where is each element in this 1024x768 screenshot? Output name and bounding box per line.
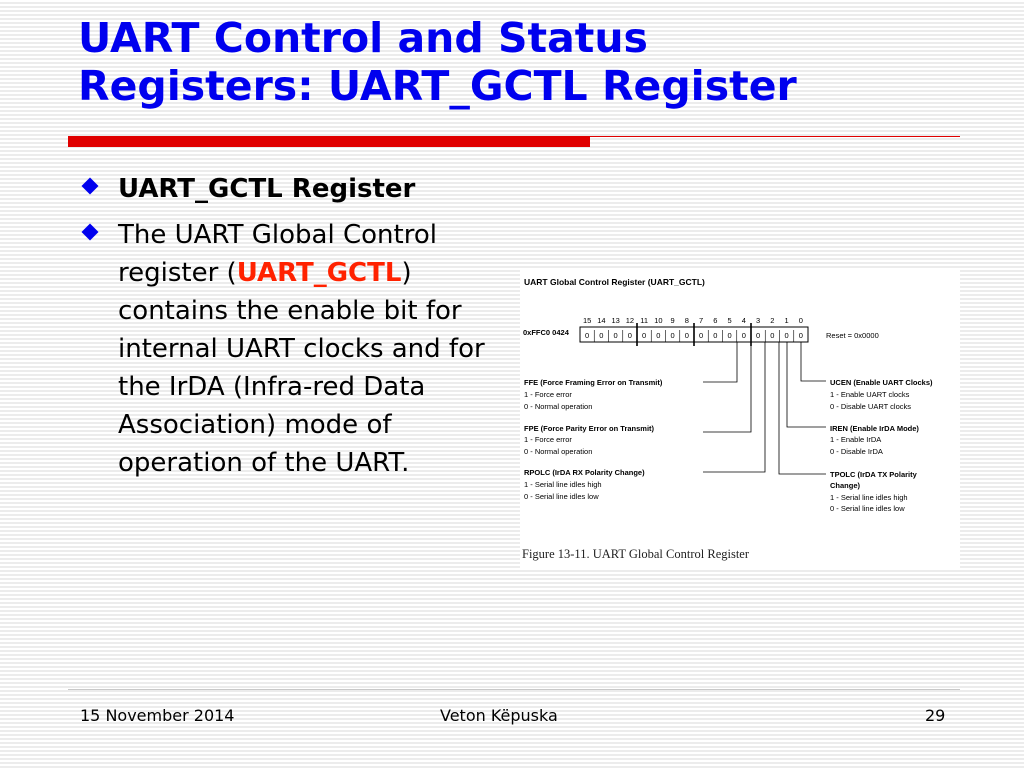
footer-divider <box>68 689 960 690</box>
field-tpolc-opt1: 1 - Serial line idles high <box>830 493 908 502</box>
footer-date: 15 November 2014 <box>80 706 235 725</box>
bit-value: 0 <box>798 331 803 340</box>
field-fpe <box>524 424 655 456</box>
bit-value: 0 <box>627 331 632 340</box>
title-line-2: Registers: UART_GCTL Register <box>78 62 797 110</box>
register-diagram-figure <box>520 268 960 568</box>
bit-number: 5 <box>727 316 732 325</box>
bit-number: 6 <box>713 316 718 325</box>
field-tpolc-opt0: 0 - Serial line idles low <box>830 504 905 513</box>
bit-value: 0 <box>684 331 689 340</box>
bit-value: 0 <box>613 331 618 340</box>
footer-author: Veton Këpuska <box>440 706 558 725</box>
bit-number: 10 <box>654 316 663 325</box>
bit-number: 8 <box>684 316 689 325</box>
field-ucen-name: UCEN (Enable UART Clocks) <box>830 378 933 387</box>
bit-number: 14 <box>597 316 606 325</box>
bullet-text-pre: The UART Global Control register ( <box>118 220 437 288</box>
field-fpe-opt0: 0 - Normal operation <box>524 447 593 456</box>
bullet-heading: UART_GCTL Register <box>118 174 416 204</box>
bit-number: 7 <box>699 316 704 325</box>
field-rpolc-opt0: 0 - Serial line idles low <box>524 492 599 501</box>
bit-value: 0 <box>784 331 789 340</box>
slide-title <box>78 14 978 110</box>
title-line-1: UART Control and Status <box>78 14 648 62</box>
bit-number: 13 <box>611 316 620 325</box>
reset-value: Reset = 0x0000 <box>826 331 879 340</box>
bit-number: 1 <box>784 316 789 325</box>
field-iren-opt0: 0 - Disable IrDA <box>830 447 883 456</box>
bit-value: 0 <box>670 331 675 340</box>
bullet-text-post: ) contains the enable bit for internal UART clocks and for the IrDA (Infra-red Data Association) mode of operation of the UART. <box>118 258 485 478</box>
field-ffe-opt0: 0 - Normal operation <box>524 402 593 411</box>
field-iren-name: IREN (Enable IrDA Mode) <box>830 424 919 433</box>
field-rpolc <box>524 468 645 501</box>
bit-number: 9 <box>670 316 675 325</box>
bit-value: 0 <box>599 331 604 340</box>
field-tpolc-name: TPOLC (IrDA TX Polarity <box>830 470 917 479</box>
diamond-bullet-icon <box>82 178 99 195</box>
bit-number: 0 <box>798 316 803 325</box>
field-ffe-opt1: 1 - Force error <box>524 390 572 399</box>
field-ffe-name: FFE (Force Framing Error on Transmit) <box>524 378 663 387</box>
bit-value: 0 <box>642 331 647 340</box>
register-name-highlight: UART_GCTL <box>236 258 402 288</box>
bit-number: 3 <box>756 316 761 325</box>
bullet-list <box>78 170 498 490</box>
field-tpolc <box>830 470 918 513</box>
bullet-item <box>78 170 498 208</box>
bit-number: 2 <box>770 316 775 325</box>
field-fpe-opt1: 1 - Force error <box>524 435 572 444</box>
bit-number: 4 <box>741 316 746 325</box>
field-ucen-opt0: 0 - Disable UART clocks <box>830 402 911 411</box>
title-underline-thin <box>590 136 960 137</box>
figure-header: UART Global Control Register (UART_GCTL) <box>524 277 705 287</box>
field-rpolc-opt1: 1 - Serial line idles high <box>524 480 602 489</box>
leader-lines <box>703 342 826 474</box>
bit-value: 0 <box>585 331 590 340</box>
diamond-bullet-icon <box>82 224 99 241</box>
bullet-body <box>118 216 498 482</box>
register-bit-box <box>580 323 808 346</box>
register-address: 0xFFC0 0424 <box>523 328 569 337</box>
field-ffe <box>524 378 663 411</box>
bit-value: 0 <box>713 331 718 340</box>
field-ucen-opt1: 1 - Enable UART clocks <box>830 390 910 399</box>
bit-value: 0 <box>741 331 746 340</box>
bit-value: 0 <box>727 331 732 340</box>
field-iren <box>830 424 919 456</box>
bit-number: 12 <box>625 316 635 325</box>
bullet-item <box>78 216 498 482</box>
bit-value: 0 <box>699 331 704 340</box>
field-ucen <box>830 378 933 411</box>
bit-numbers <box>583 316 803 325</box>
title-underline-red <box>68 136 590 147</box>
field-tpolc-name-2: Change) <box>830 481 860 490</box>
bit-number: 15 <box>582 316 592 325</box>
bit-value: 0 <box>656 331 661 340</box>
bit-number: 11 <box>640 316 649 325</box>
bit-value: 0 <box>770 331 775 340</box>
field-fpe-name: FPE (Force Parity Error on Transmit) <box>524 424 655 433</box>
figure-caption: Figure 13-11. UART Global Control Register <box>522 547 750 561</box>
field-iren-opt1: 1 - Enable IrDA <box>830 435 882 444</box>
bit-value: 0 <box>756 331 761 340</box>
slide-number: 29 <box>925 706 946 725</box>
field-rpolc-name: RPOLC (IrDA RX Polarity Change) <box>524 468 645 477</box>
